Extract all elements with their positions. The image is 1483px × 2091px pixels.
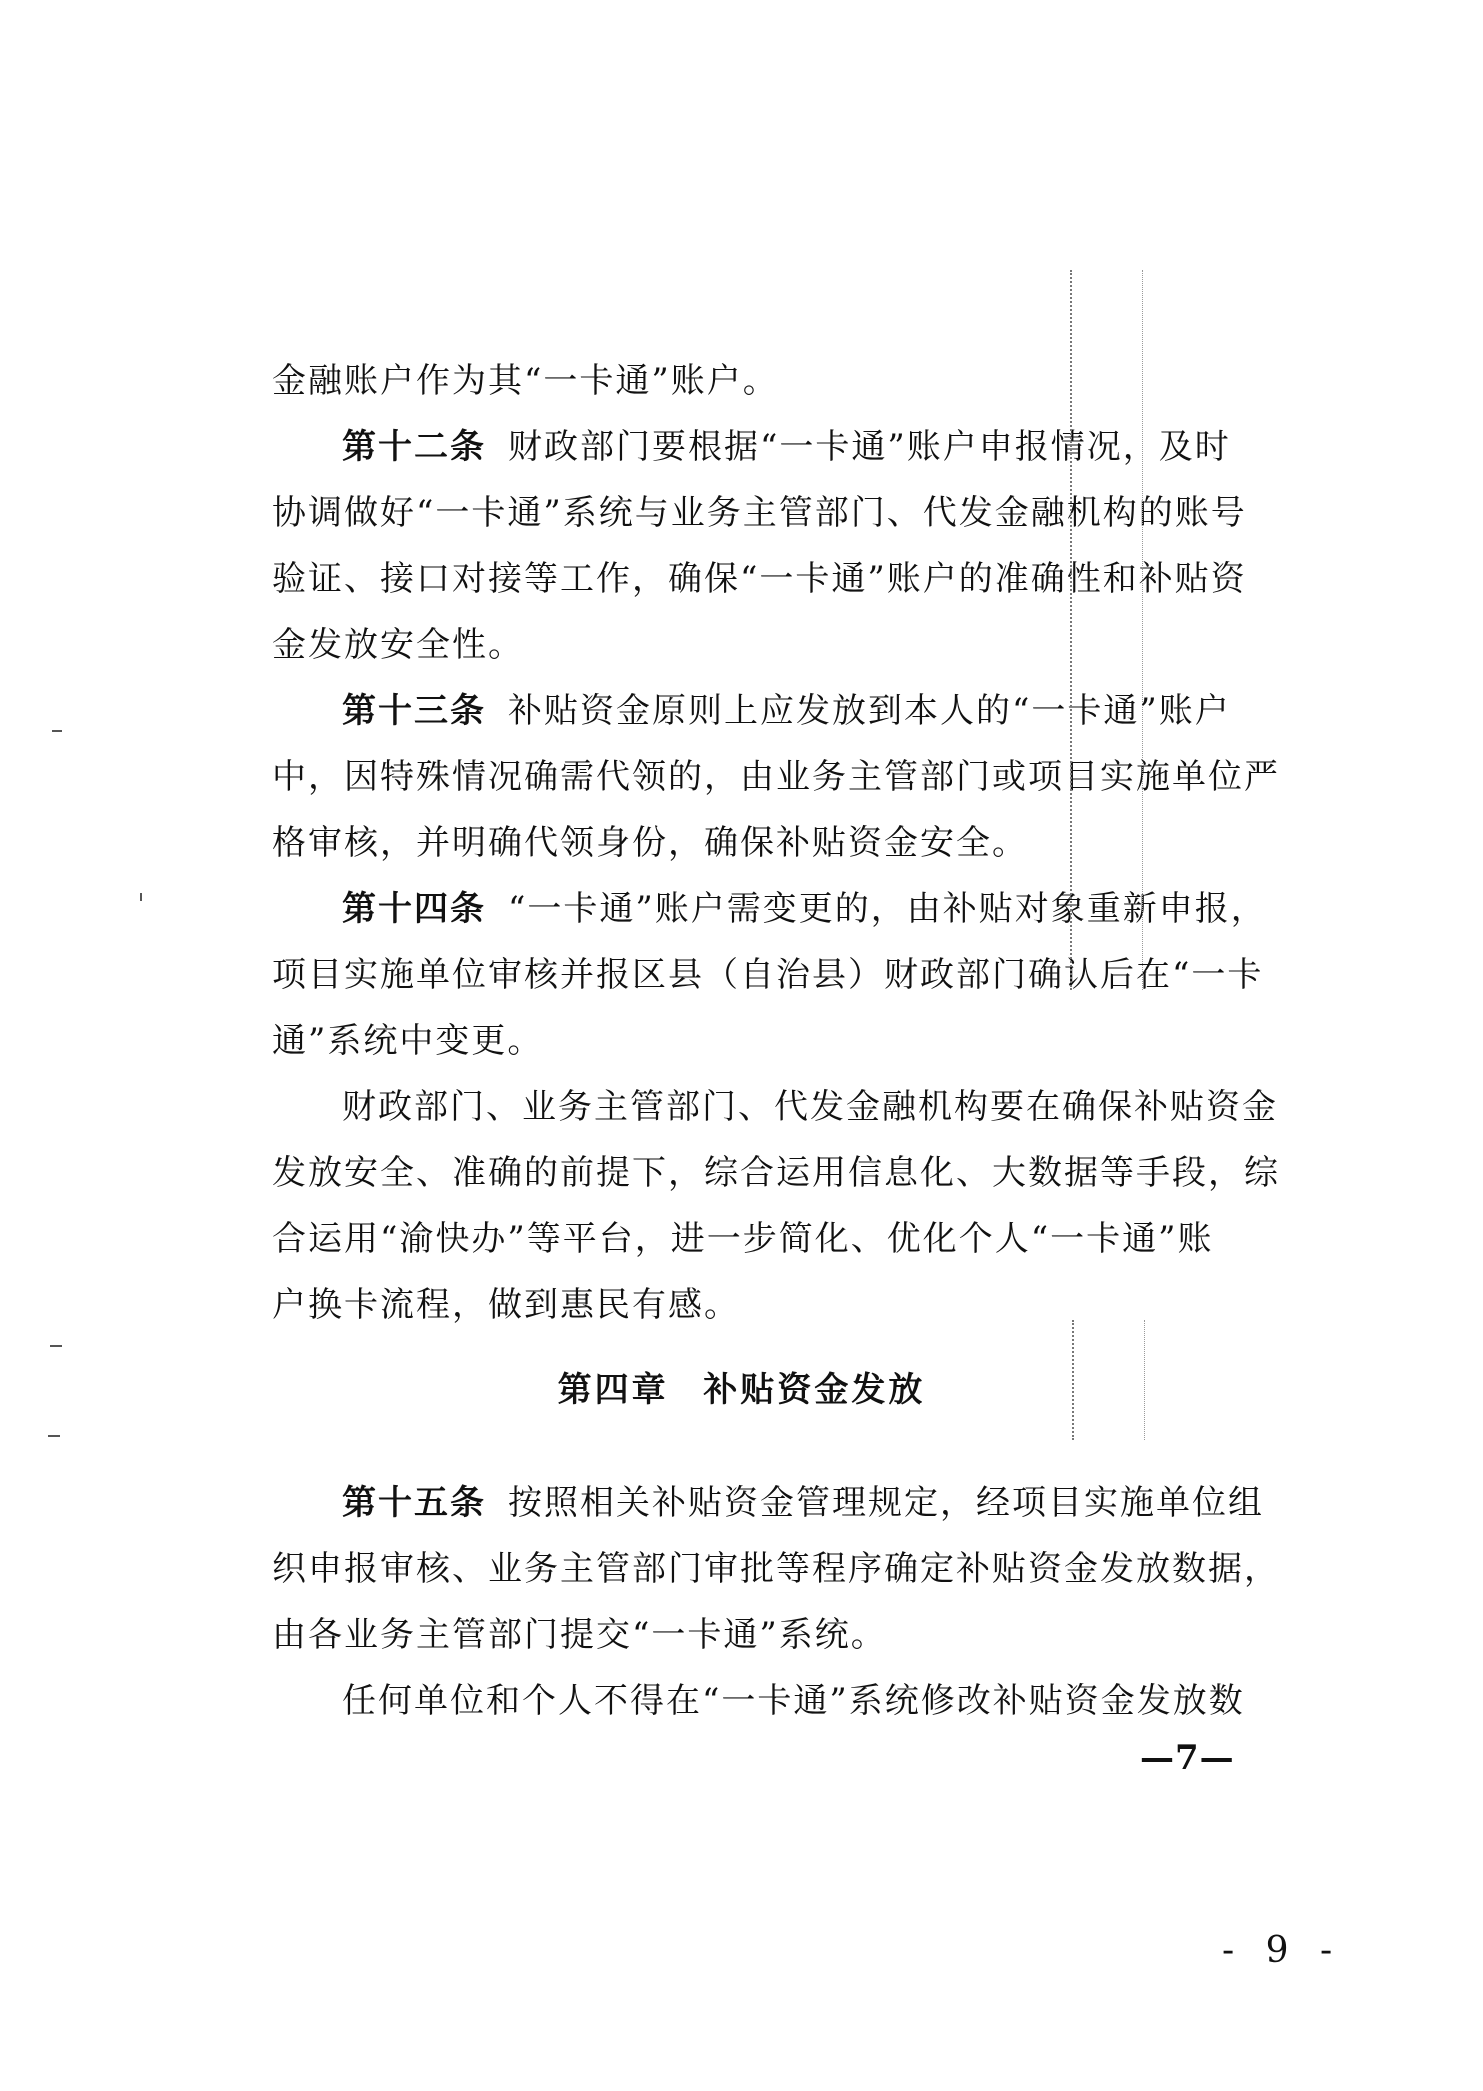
article-number: 第十五条 xyxy=(342,1483,486,1523)
margin-tick xyxy=(52,730,62,732)
paragraph-line: 项目实施单位审核并报区县（自治县）财政部门确认后在“一卡 xyxy=(272,955,1264,995)
article-text: 财政部门要根据“一卡通”账户申报情况，及时 xyxy=(508,427,1231,467)
document-body-continued xyxy=(272,1470,1280,1734)
paragraph-line: 格审核，并明确代领身份，确保补贴资金安全。 xyxy=(272,823,1028,863)
article-text: 按照相关补贴资金管理规定，经项目实施单位组 xyxy=(508,1483,1264,1523)
paragraph-line: 户换卡流程，做到惠民有感。 xyxy=(272,1285,740,1325)
margin-tick xyxy=(50,1345,62,1347)
chapter-title: 补贴资金发放 xyxy=(703,1370,926,1410)
paragraph-line: 协调做好“一卡通”系统与业务主管部门、代发金融机构的账号 xyxy=(272,493,1247,533)
paragraph-line: 中，因特殊情况确需代领的，由业务主管部门或项目实施单位严 xyxy=(272,757,1280,797)
article-text: 补贴资金原则上应发放到本人的“一卡通”账户 xyxy=(508,691,1231,731)
paragraph-line: 通”系统中变更。 xyxy=(272,1021,544,1061)
paragraph-line: 由各业务主管部门提交“一卡通”系统。 xyxy=(272,1615,887,1655)
article-number: 第十四条 xyxy=(342,889,486,929)
outer-page-number: - 9 - xyxy=(1222,1930,1343,1971)
article-text: “一卡通”账户需变更的，由补贴对象重新申报， xyxy=(508,889,1267,929)
scan-dots-artifact xyxy=(1070,270,1143,990)
inner-page-number: —7— xyxy=(1140,1738,1235,1778)
paragraph-line: 验证、接口对接等工作，确保“一卡通”账户的准确性和补贴资 xyxy=(272,559,1247,599)
paragraph-line: 金发放安全性。 xyxy=(272,625,524,665)
paragraph-line xyxy=(272,1470,1264,1536)
margin-tick xyxy=(48,1435,60,1437)
chapter-heading xyxy=(0,1362,1483,1411)
paragraph-line: 发放安全、准确的前提下，综合运用信息化、大数据等手段，综 xyxy=(272,1153,1280,1193)
paragraph-line: 织申报审核、业务主管部门审批等程序确定补贴资金发放数据， xyxy=(272,1549,1280,1589)
paragraph-line: 财政部门、业务主管部门、代发金融机构要在确保补贴资金 xyxy=(342,1087,1278,1127)
paragraph-line: 任何单位和个人不得在“一卡通”系统修改补贴资金发放数 xyxy=(342,1681,1245,1721)
paragraph-line: 金融账户作为其“一卡通”账户。 xyxy=(272,361,779,401)
paragraph-line: 合运用“渝快办”等平台，进一步简化、优化个人“一卡通”账 xyxy=(272,1219,1214,1259)
article-number: 第十二条 xyxy=(342,427,486,467)
scan-dots-artifact xyxy=(1072,1320,1145,1440)
article-number: 第十三条 xyxy=(342,691,486,731)
margin-tick xyxy=(140,893,142,901)
chapter-number: 第四章 xyxy=(557,1370,669,1410)
